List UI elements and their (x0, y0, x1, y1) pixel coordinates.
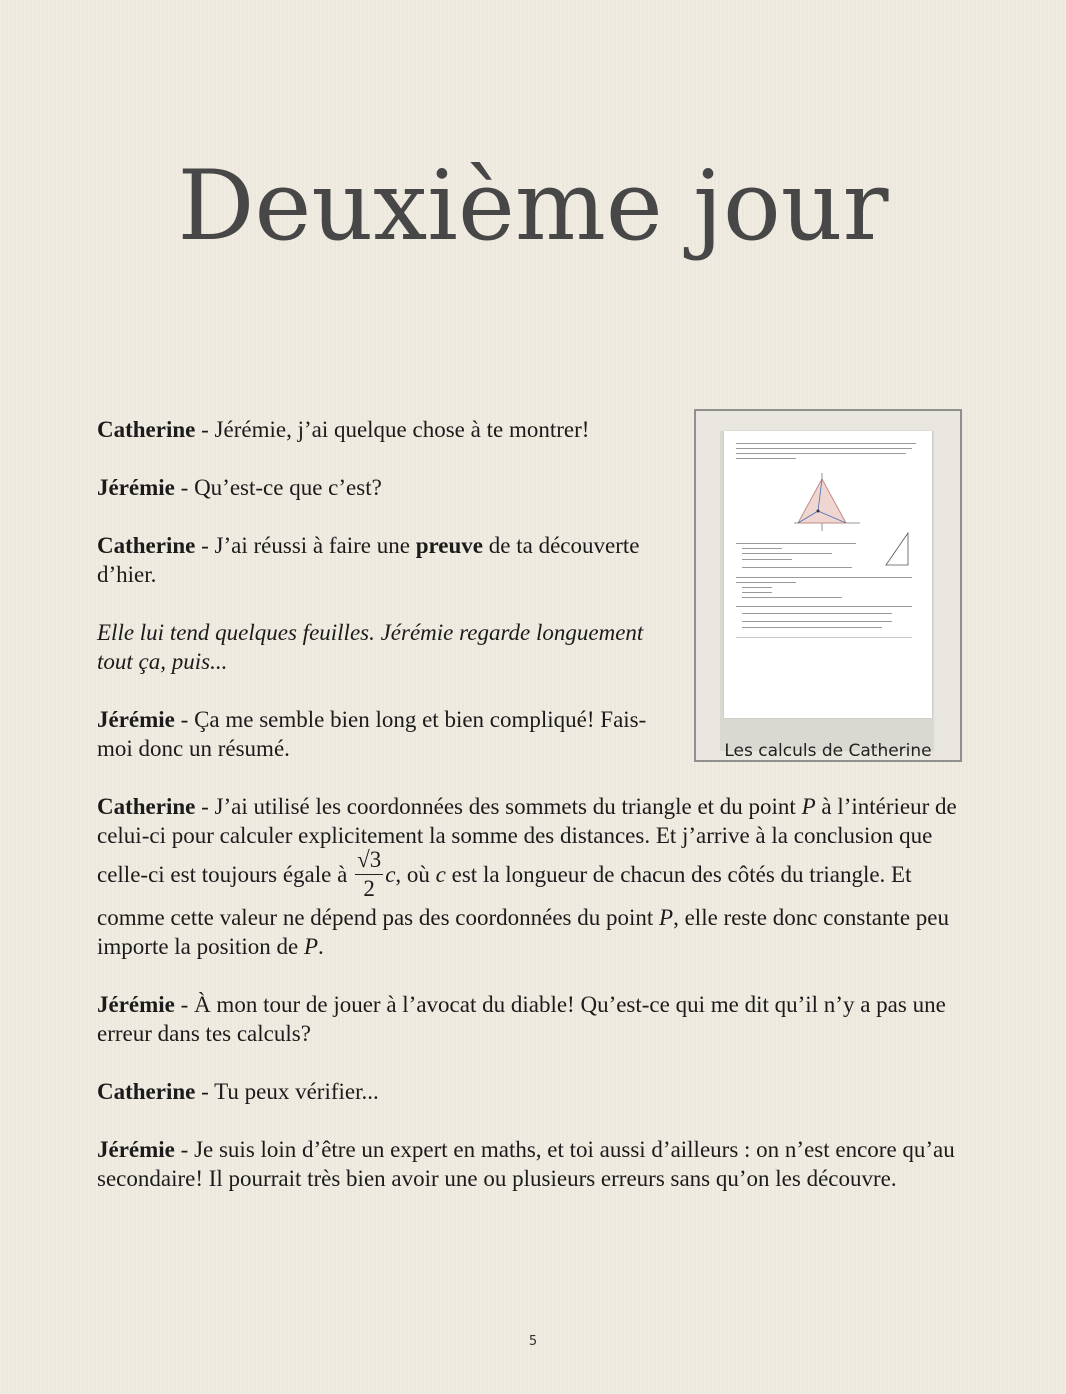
page-number: 5 (528, 1334, 538, 1349)
dialogue-line: Jérémie - Ça me semble bien long et bien compliqué! Fais-moi donc un résumé. (97, 707, 647, 761)
speaker-name: Jérémie (97, 475, 175, 500)
variable-p: P (659, 905, 674, 930)
speaker-name: Catherine (97, 417, 196, 442)
speaker-name: Jérémie (97, 1137, 175, 1162)
speaker-name: Jérémie (97, 707, 175, 732)
dialogue-line: Catherine - Tu peux vérifier... (97, 1079, 379, 1104)
stage-direction: Elle lui tend quelques feuilles. Jérémie regarde longuement tout ça, puis... (97, 620, 644, 674)
dialogue-line: Catherine - Jérémie, j’ai quelque chose à te montrer! (97, 417, 590, 442)
variable-c: c (435, 861, 446, 887)
speaker-name: Jérémie (97, 992, 175, 1017)
dialogue-text: Je suis loin d’être un expert en maths, et toi aussi d’ailleurs : on n’est encore qu’au secondaire! Il pourrait très bien avoir une ou plusieurs erreurs sans qu’on les découvre. (97, 1137, 955, 1191)
emphasis-word: preuve (415, 533, 484, 558)
dialogue-text: Qu’est-ce que c’est? (194, 475, 382, 500)
dialogue-text: Jérémie, j’ai quelque chose à te montrer! (214, 417, 590, 442)
fraction-numerator: √3 (357, 847, 382, 872)
fraction-sqrt3-over-2 (355, 848, 383, 901)
dialogue-line: Catherine - J’ai utilisé les coordonnées des sommets du triangle et du point P à l’intérieur de celui-ci pour calculer explicitement la somme des distances. Et j’arrive à la conclusion que celle-ci est toujours égale à $\frac{√3}{2}$ c, où c est la longueur de chacun des côtés du triangle. Et comme cette valeur ne dépend pas des coordonnées du point P, elle reste donc constante peu importe la position de P. (97, 794, 957, 959)
speaker-name: Catherine (97, 1079, 196, 1104)
dialogue-text: À mon tour de jouer à l’avocat du diable! Qu’est-ce qui me dit qu’il n’y a pas une erreur dans tes calculs? (97, 992, 946, 1046)
dialogue-line: Jérémie - Qu’est-ce que c’est? (97, 475, 382, 500)
dialogue-line: Catherine - J’ai réussi à faire une preuve de ta découverte d’hier. (97, 533, 640, 587)
variable-p: P (303, 934, 319, 959)
page-title: Deuxième jour (177, 150, 889, 262)
speaker-name: Catherine (97, 794, 196, 819)
dialogue-text: Tu peux vérifier... (214, 1079, 379, 1104)
speaker-name: Catherine (97, 533, 196, 558)
dialogue-line: Jérémie - À mon tour de jouer à l’avocat du diable! Qu’est-ce qui me dit qu’il n’y a pas une erreur dans tes calculs? (97, 992, 946, 1046)
figure-caption: Les calculs de Catherine (724, 741, 932, 761)
variable-p: P (801, 794, 816, 819)
fraction-denominator: 2 (363, 876, 375, 901)
dialogue-body (97, 415, 967, 1222)
dialogue-text: Ça me semble bien long et bien compliqué! Fais-moi donc un résumé. (97, 707, 647, 761)
dialogue-line: Jérémie - Je suis loin d’être un expert en maths, et toi aussi d’ailleurs : on n’est encore qu’au secondaire! Il pourrait très bien avoir une ou plusieurs erreurs sans qu’on les découvre. (97, 1137, 955, 1191)
variable-c: c (385, 861, 396, 887)
